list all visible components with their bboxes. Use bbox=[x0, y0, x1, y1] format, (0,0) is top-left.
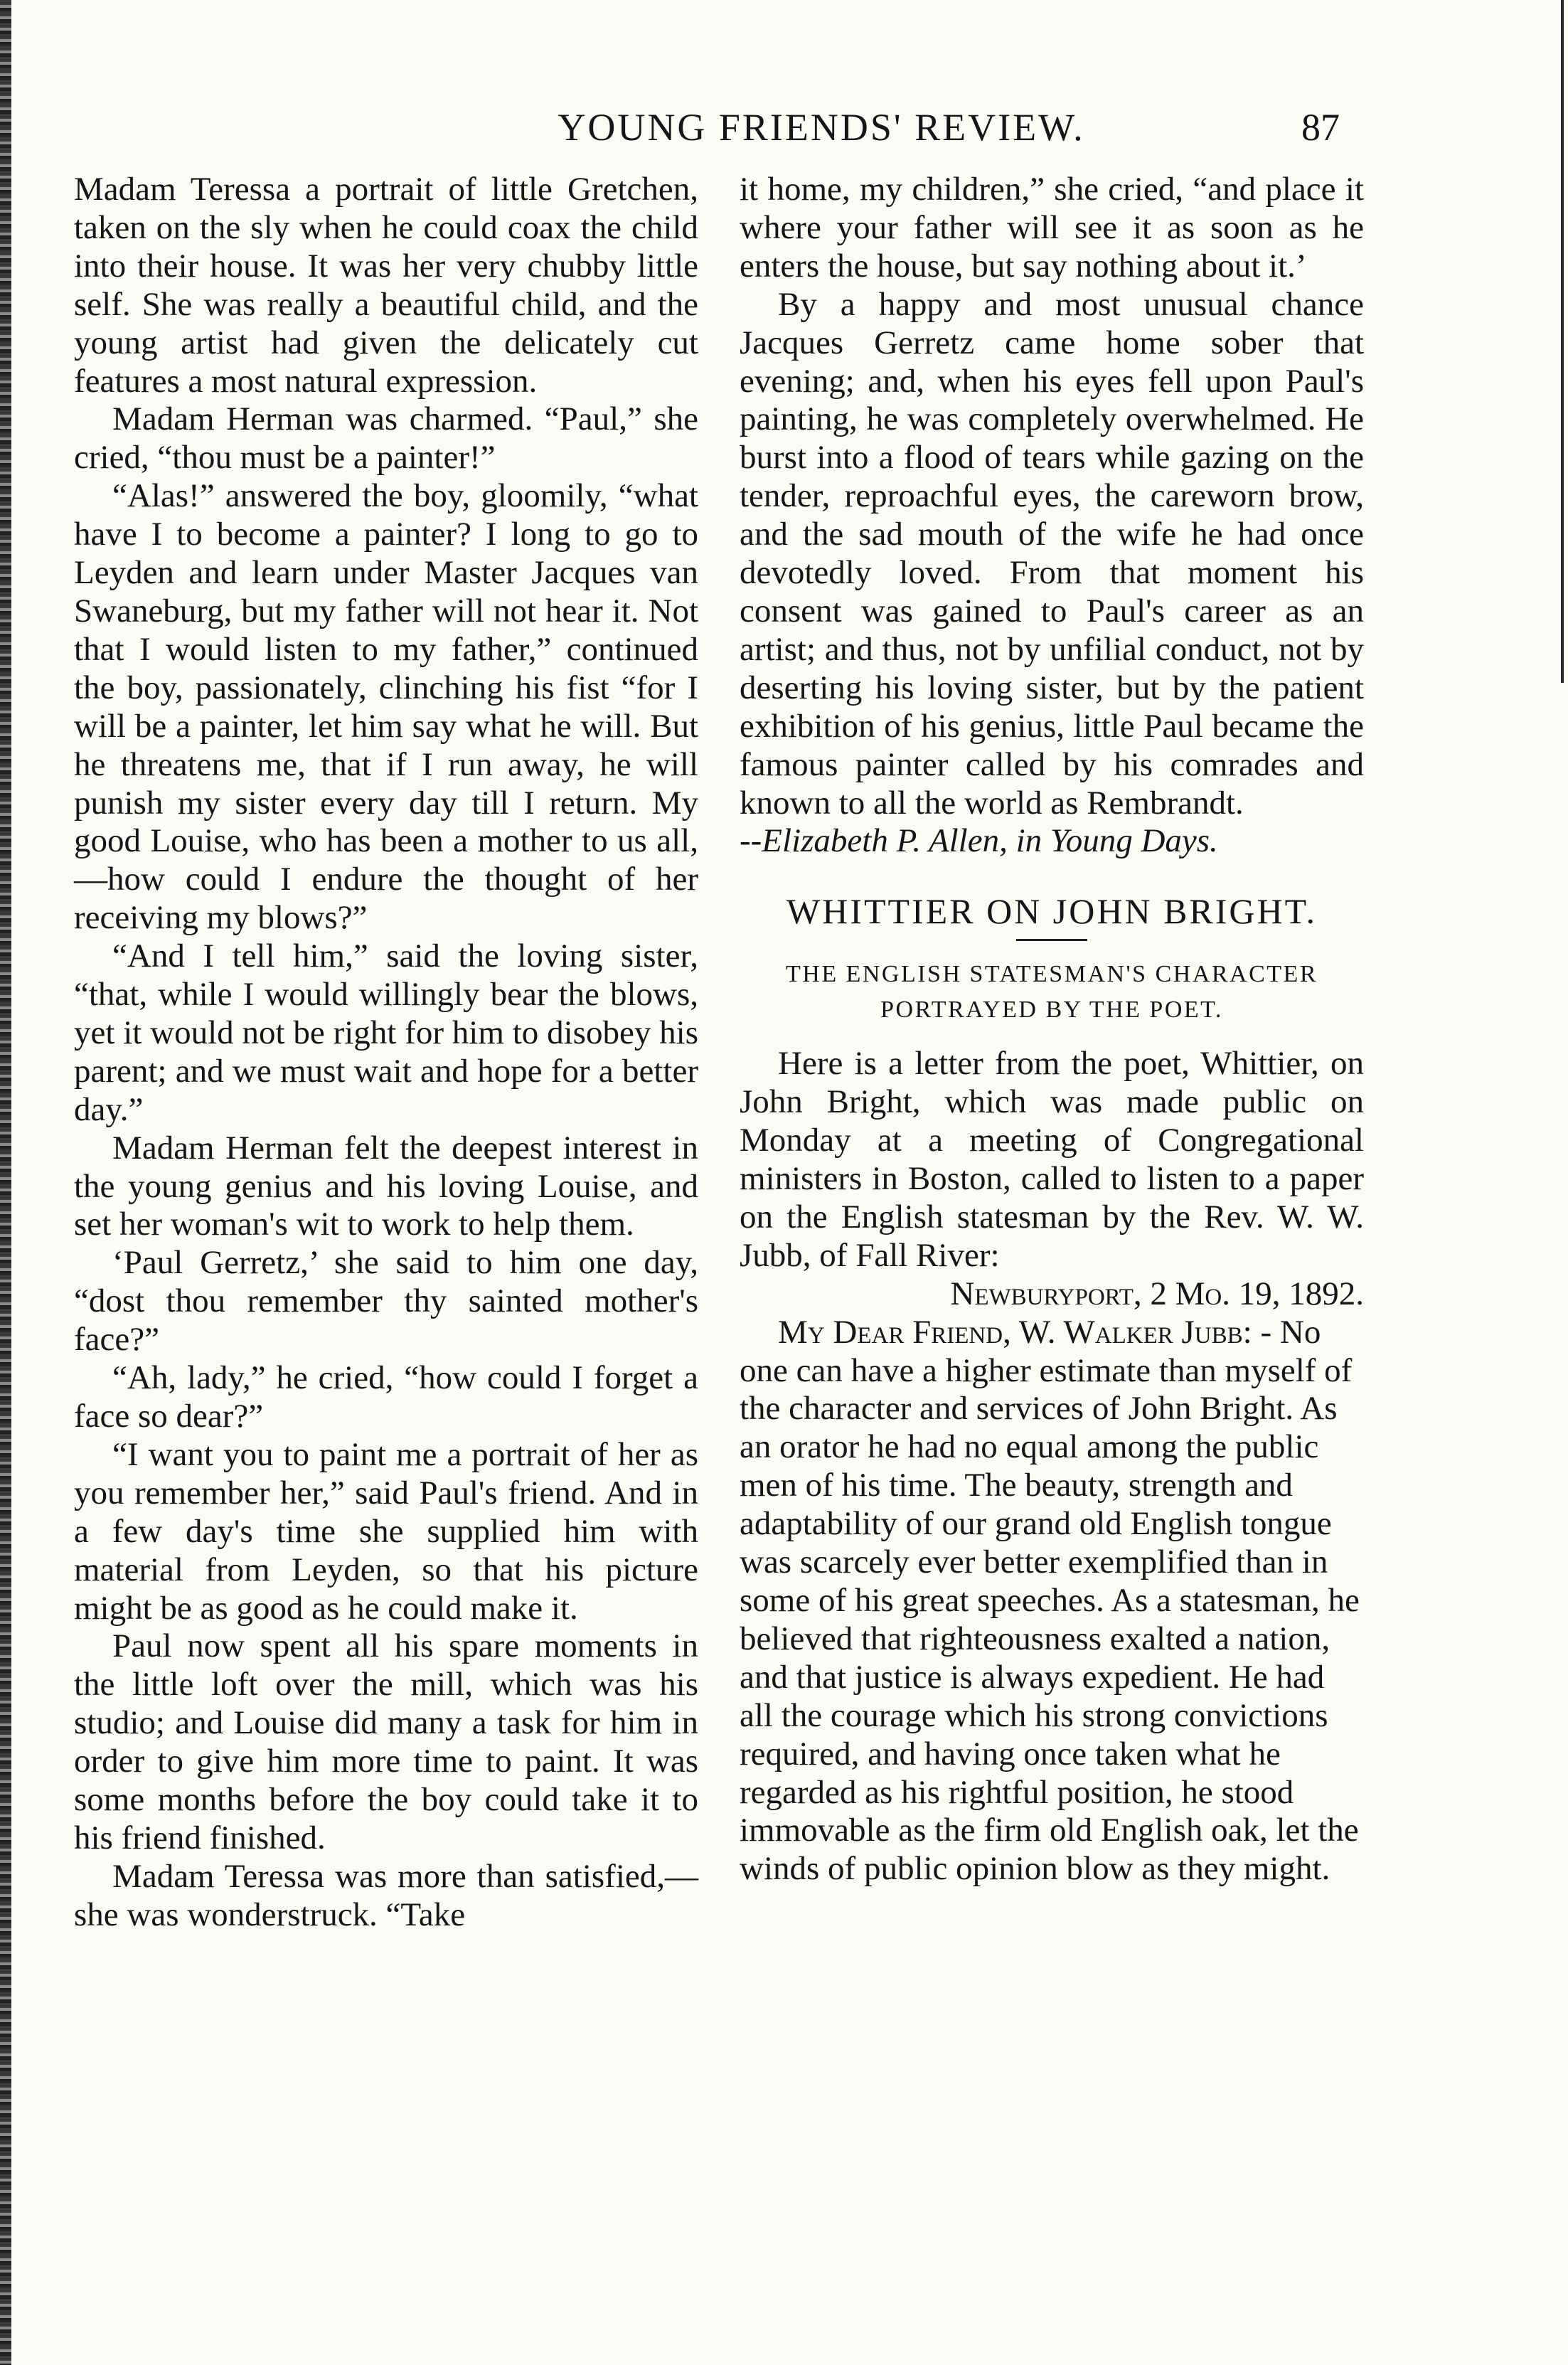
paragraph: Here is a letter from the poet, Whittier, on John Bright, which was made public on Monday at a meeting of Congregational ministers in Boston, called to listen to a paper on the English statesman by the Rev. W. W. Jubb, of Fall River: bbox=[740, 1045, 1364, 1274]
scanned-page-left-edge bbox=[0, 0, 11, 2365]
paragraph: Madam Teressa a portrait of little Gretchen, taken on the sly when he could coax the child into their house. It was her very chubby little self. She was really a beautiful child, and the young artist had given the delicately cut features a most natural expression. bbox=[74, 171, 698, 400]
article-heading: WHITTIER ON JOHN BRIGHT. bbox=[786, 891, 1317, 932]
paragraph: ‘Paul Gerretz,’ she said to him one day, “dost thou remember thy sainted mother's face?” bbox=[74, 1244, 698, 1359]
left-column bbox=[74, 171, 698, 1935]
letter-body bbox=[740, 1314, 1364, 1889]
heading-rule bbox=[1016, 939, 1087, 941]
letter-dateline: Newburyport, 2 Mo. 19, 1892. bbox=[950, 1275, 1364, 1312]
paragraph: Madam Herman was charmed. “Paul,” she cried, “thou must be a painter!” bbox=[74, 400, 698, 477]
paragraph: Paul now spent all his spare moments in the little loft over the mill, which was his studio; and Louise did many a task for him in order to give him more time to paint. It was some months before the boy could take it to his friend finished. bbox=[74, 1627, 698, 1856]
paragraph: By a happy and most unusual chance Jacques Gerretz came home sober that evening; and, when his eyes fell upon Paul's painting, he was completely overwhelmed. He burst into a flood of tears while gazing on the tender, reproachful eyes, the careworn brow, and the sad mouth of the wife he had once devotedly loved. From that moment his consent was gained to Paul's career as an artist; and thus, not by unfilial conduct, not by deserting his loving sister, but by the patient exhibition of his genius, little Paul became the famous painter called by his comrades and known to all the world as Rembrandt. bbox=[740, 285, 1364, 822]
scanned-page-right-edge bbox=[1561, 0, 1564, 683]
page-number: 87 bbox=[1301, 106, 1340, 149]
paragraph: “Alas!” answered the boy, gloomily, “what have I to become a painter? I long to go to Leyden and learn under Master Jacques van Swaneburg, but my father will not hear it. Not that I would listen to my father,” continued the boy, passionately, clinching his fist “for I will be a painter, let him say what he will. But he threatens me, that if I run away, he will punish my sister every day till I return. My good Louise, who has been a mother to us all,—how could I endure the thought of her receiving my blows?” bbox=[74, 477, 698, 937]
paragraph: it home, my children,” she cried, “and place it where your father will see it as soon as he enters the house, but say nothing about it.’ bbox=[740, 171, 1364, 285]
paragraph: Madam Teressa was more than satisfied,—she was wonderstruck. “Take bbox=[74, 1857, 698, 1933]
letter-salutation: My Dear Friend, W. Walker Jubb: bbox=[778, 1313, 1252, 1351]
letter-text: - No one can have a higher estimate than myself of the character and services of John Bright. As an orator he had no equal among the public men of his time. The beauty, strength and adaptability of our grand old English tongue was scarcely ever better exemplified than in some of his great speeches. As a statesman, he believed that righteousness exalted a nation, and that justice is always expedient. He had all the courage which his strong convictions required, and having once taken what he regarded as his rightful position, he stood immovable as the firm old English oak, let the winds of public opinion blow as they might. bbox=[740, 1313, 1360, 1888]
paragraph: Madam Herman felt the deepest interest in the young genius and his loving Louise, and set her woman's wit to work to help them. bbox=[74, 1129, 698, 1243]
paragraph: “Ah, lady,” he cried, “how could I forget a face so dear?” bbox=[74, 1359, 698, 1435]
paragraph: “I want you to paint me a portrait of her as you remember her,” said Paul's friend. And in a few day's time she supplied him with material from Leyden, so that his picture might be as good as he could make it. bbox=[74, 1435, 698, 1627]
article-subheading: THE ENGLISH STATESMAN'S CHARACTER PORTRAYED BY THE POET. bbox=[786, 961, 1318, 1024]
right-column bbox=[740, 171, 1364, 1888]
running-head: YOUNG FRIENDS' REVIEW. bbox=[558, 106, 1085, 149]
byline: --Elizabeth P. Allen, in Young Days. bbox=[740, 822, 1218, 860]
paragraph: “And I tell him,” said the loving sister, “that, while I would willingly bear the blows, yet it would not be right for him to disobey his parent; and we must wait and hope for a better day.” bbox=[74, 937, 698, 1128]
